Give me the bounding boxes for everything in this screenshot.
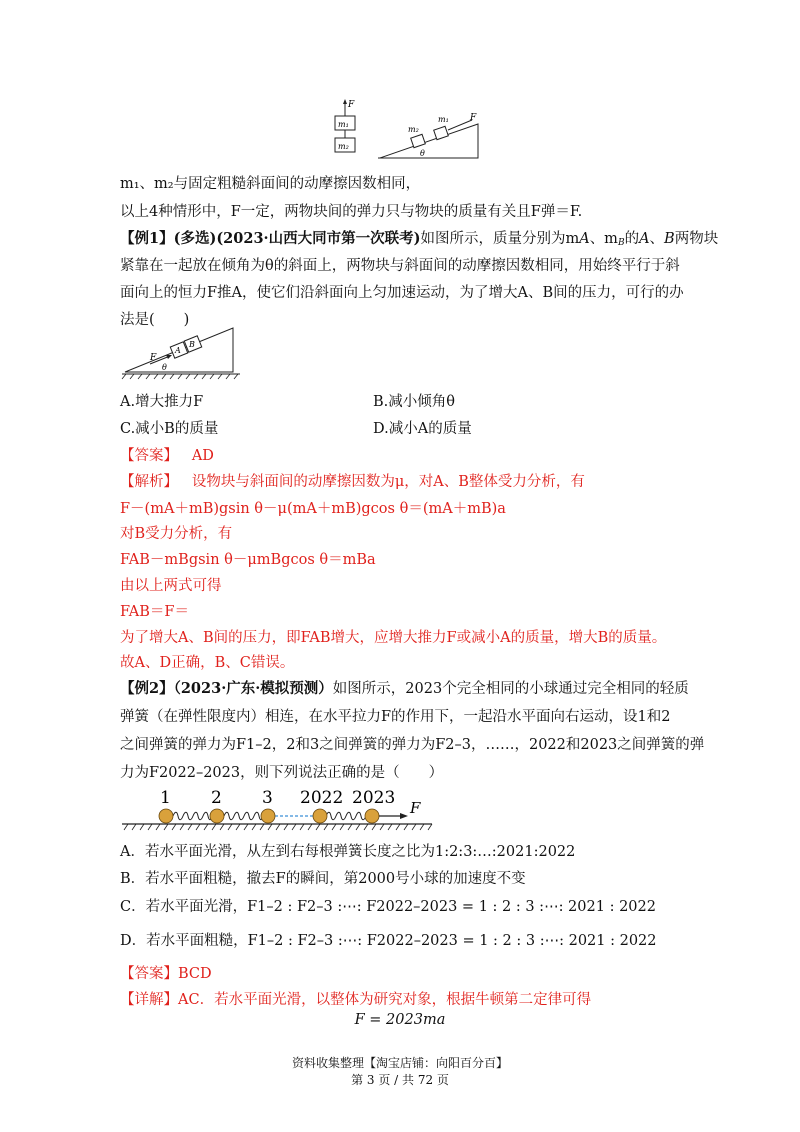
example2-option-a: A．若水平面光滑，从左到右每根弹簧长度之比为1:2:3:…:2021:2022	[120, 844, 576, 860]
figure-ab-block-b-label: B	[189, 340, 195, 349]
figure-stack-and-incline	[330, 96, 490, 162]
example1-analysis-text: 设物块与斜面间的动摩擦因数为μ，对A、B整体受力分析，有	[191, 474, 585, 490]
example2-formula: F = 2023ma	[354, 1012, 446, 1028]
example1-analysis-line-5: 由以上两式可得	[120, 578, 222, 594]
example1-analysis-tag: 【解析】	[120, 474, 178, 490]
example2-stem-line-2: 弹簧（在弹性限度内）相连，在水平拉力F的作用下，一起沿水平面向右运动，设1和2	[120, 709, 671, 725]
ball-label-2022: 2022	[300, 788, 344, 808]
example2-detail-line	[120, 988, 591, 1009]
example2-answer-tag: 【答案】	[120, 966, 178, 982]
example1-stem-start: 如图所示，质量分别为m	[420, 231, 580, 247]
footer-page-number: 第 3 页 / 共 72 页	[351, 1073, 449, 1087]
figure-ab-force-label: F	[150, 353, 157, 363]
block-m1-label: m₁	[338, 120, 349, 129]
example1-stem-line-4: 法是( )	[120, 312, 190, 328]
example2-stem-line-1: 如图所示，2023个完全相同的小球通过完全相同的轻质	[332, 681, 689, 697]
example2-detail-text: AC．若水平面光滑，以整体为研究对象，根据牛顿第二定律可得	[178, 992, 592, 1008]
example1-analysis-line-8: 故A、D正确，B、C错误。	[120, 655, 295, 671]
example1-source: (多选)(2023·山西大同市第一次联考)	[173, 230, 421, 247]
example1-option-c: C.减小B的质量	[120, 421, 219, 437]
block-m2-label: m₂	[338, 142, 349, 151]
example2-answer-line	[120, 962, 212, 983]
example2-stem-line-3: 之间弹簧的弹力为F1–2，2和3之间弹簧的弹力为F2–3，……，2022和2023之间弹簧的弹	[120, 737, 705, 753]
example2-answer: BCD	[178, 966, 212, 982]
example1-answer: AD	[191, 448, 214, 464]
ball-label-2: 2	[211, 788, 222, 808]
example1-analysis-line-2: F－(mA＋mB)gsin θ－μ(mA＋mB)gcos θ＝(mA＋mB)a	[120, 501, 506, 517]
incline-force-label: F	[470, 113, 477, 123]
figure-ab-block-a-label: A	[175, 346, 181, 355]
intro-line-1: m₁、m₂与固定粗糙斜面间的动摩擦因数相同，	[120, 176, 421, 192]
example2-option-b: B．若水平面粗糙，撤去F的瞬间，第2000号小球的加速度不变	[120, 871, 526, 887]
example1-option-d: D.减小A的质量	[373, 421, 472, 437]
example1-analysis-line-6: FAB＝F＝	[120, 604, 189, 620]
example2-tag: 【例2】	[120, 680, 174, 697]
ball-label-1: 1	[160, 788, 171, 808]
example2-option-c: C．若水平面光滑，F1–2 : F2–3 :⋯: F2022–2023 = 1 : 2 : 3 :⋯: 2021 : 2022	[120, 899, 656, 915]
figure-ab-angle-label: θ	[162, 363, 167, 372]
intro-line-2: 以上4种情形中，F一定，两物块间的弹力只与物块的质量有关且F弹＝F.	[120, 204, 583, 220]
incline-m1-label: m₁	[438, 115, 449, 124]
example1-analysis-line-4: FAB－mBgsin θ－μmBgcos θ＝mBa	[120, 552, 376, 568]
example1-tag: 【例1】	[120, 230, 174, 247]
example1-stem-first: 【例1】(多选)(2023·山西大同市第一次联考)如图所示，质量分别为mA、$m_B$的A、B两物块	[120, 230, 719, 248]
incline-angle-label: θ	[420, 149, 425, 158]
example2-detail-tag: 【详解】	[120, 992, 178, 1008]
example1-analysis-line-1	[120, 470, 585, 491]
example2-stem-first	[120, 677, 689, 698]
example1-answer-line	[120, 444, 214, 465]
figure-incline-ab	[120, 324, 245, 380]
example1-analysis-line-3: 对B受力分析，有	[120, 526, 233, 542]
example2-option-d: D．若水平面粗糙，F1–2 : F2–3 :⋯: F2022–2023 = 1 : 2 : 3 :⋯: 2021 : 2022	[120, 933, 657, 949]
force-label-top: F	[348, 100, 355, 110]
example1-answer-tag: 【答案】	[120, 448, 178, 464]
balls-force-label: F	[410, 799, 421, 817]
example1-stem-line-3: 面向上的恒力F推A，使它们沿斜面向上匀加速运动，为了增大A、B间的压力，可行的办	[120, 285, 684, 301]
footer-source: 资料收集整理【淘宝店铺：向阳百分百】	[291, 1056, 508, 1070]
example1-option-a: A.增大推力F	[120, 394, 204, 410]
incline-m2-label: m₂	[408, 125, 419, 134]
example2-stem-line-4: 力为F2022–2023，则下列说法正确的是（ ）	[120, 765, 444, 781]
figure-balls-springs	[120, 786, 440, 832]
example2-source: （2023·广东·模拟预测）	[173, 680, 333, 697]
example1-option-b: B.减小倾角θ	[373, 394, 455, 410]
example1-analysis-line-7: 为了增大A、B间的压力，即FAB增大，应增大推力F或减小A的质量，增大B的质量。	[120, 630, 667, 646]
ball-label-2023: 2023	[352, 788, 396, 808]
example1-stem-line-2: 紧靠在一起放在倾角为θ的斜面上，两物块与斜面间的动摩擦因数相同，用始终平行于斜	[120, 258, 680, 274]
ground-hatching	[124, 824, 432, 830]
ball-label-3: 3	[262, 788, 273, 808]
